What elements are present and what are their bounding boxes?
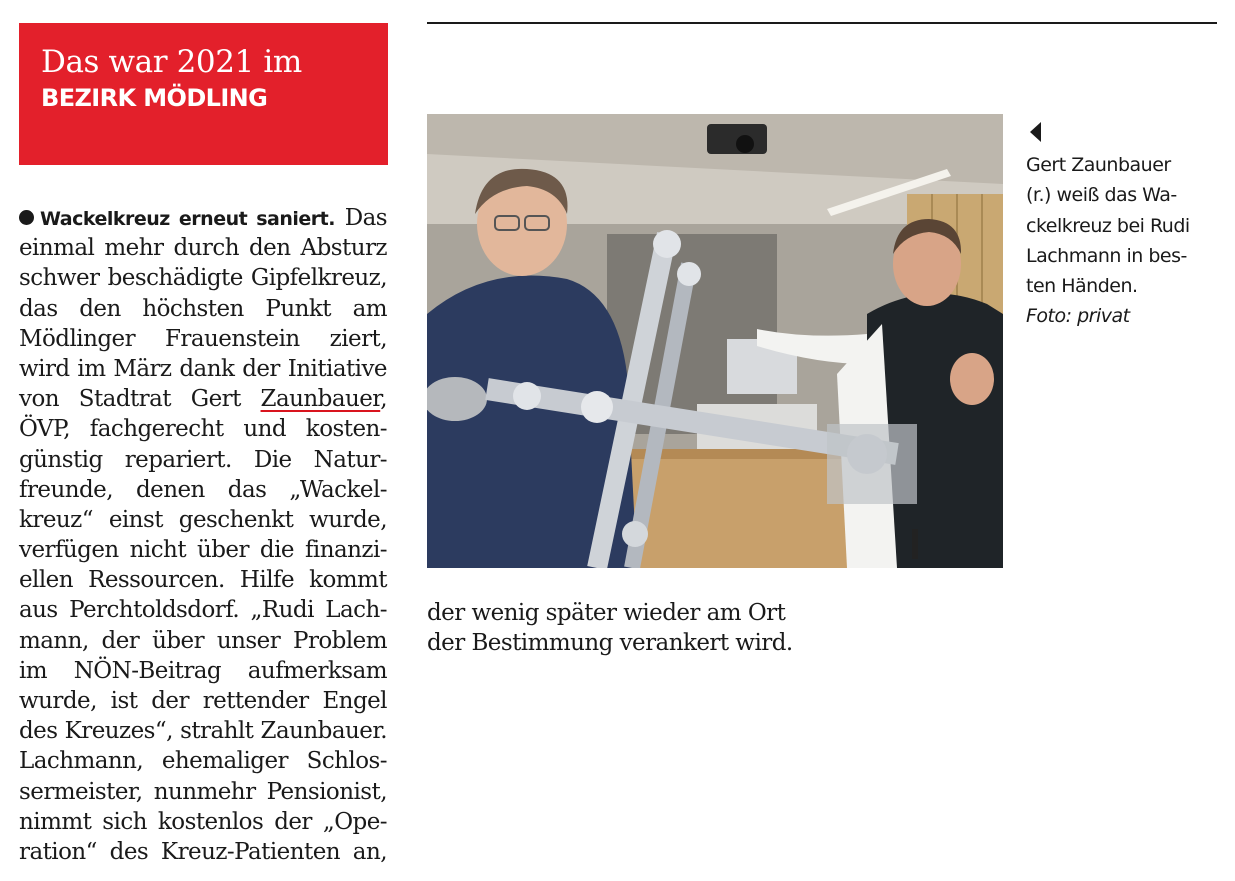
section-header bbox=[19, 23, 388, 165]
caption-line: ckelkreuz bei Rudi bbox=[1026, 214, 1190, 237]
article-body bbox=[19, 203, 387, 867]
header-year-line: Das war 2021 im bbox=[41, 44, 302, 80]
caret-left-icon bbox=[1030, 122, 1041, 142]
article-lead: Wackelkreuz erneut saniert. bbox=[40, 208, 335, 230]
article-line: aus Perchtoldsdorf. „Rudi Lach- bbox=[19, 597, 387, 624]
bullet-icon bbox=[19, 210, 34, 225]
article-line: kreuz“ einst geschenkt wurde, bbox=[19, 506, 387, 533]
article-line: ellen Ressourcen. Hilfe kommt bbox=[19, 567, 387, 594]
article-continuation bbox=[427, 598, 827, 658]
article-line: der wenig später wieder am Ort bbox=[427, 600, 786, 626]
article-text: , bbox=[380, 386, 387, 413]
article-line: einmal mehr durch den Absturz bbox=[19, 235, 387, 262]
article-line: verfügen nicht über die finanzi- bbox=[19, 537, 387, 564]
article-line: im NÖN-Beitrag aufmerksam bbox=[19, 657, 387, 684]
workshop-photo-illustration bbox=[427, 114, 1003, 568]
article-line: des Kreuzes“, strahlt Zaunbauer. bbox=[19, 718, 387, 745]
article-line bbox=[19, 203, 387, 233]
caption-line: ten Händen. bbox=[1026, 275, 1138, 298]
header-district-line: BEZIRK MÖDLING bbox=[41, 84, 268, 112]
caption-line: Gert Zaunbauer bbox=[1026, 154, 1171, 176]
article-line: nimmt sich kostenlos der „Ope- bbox=[19, 808, 387, 835]
photo-caption bbox=[1026, 118, 1226, 332]
photo-credit: Foto: privat bbox=[1026, 305, 1130, 328]
article-line: schwer beschädigte Gipfelkreuz, bbox=[19, 265, 387, 292]
article-line: mann, der über unser Problem bbox=[19, 627, 387, 654]
article-line: das den höchsten Punkt am bbox=[19, 295, 387, 322]
article-line: wird im März dank der Initiative bbox=[19, 355, 387, 382]
article-line: freunde, denen das „Wackel- bbox=[19, 476, 387, 503]
article-line: ÖVP, fachgerecht und kosten- bbox=[19, 416, 387, 443]
caption-line: (r.) weiß das Wa- bbox=[1026, 184, 1177, 207]
article-line: Lachmann, ehemaliger Schlos- bbox=[19, 748, 387, 775]
article-line: günstig repariert. Die Natur- bbox=[19, 446, 387, 473]
article-line bbox=[19, 384, 387, 414]
top-divider bbox=[427, 22, 1217, 24]
caption-line: Lachmann in bes- bbox=[1026, 244, 1187, 267]
article-line: der Bestimmung verankert wird. bbox=[427, 630, 793, 657]
article-line: ration“ des Kreuz-Patienten an, bbox=[19, 838, 387, 865]
article-line: wurde, ist der rettender Engel bbox=[19, 688, 387, 714]
highlighted-name: Zaunbauer bbox=[260, 386, 381, 413]
article-photo bbox=[427, 114, 1003, 568]
article-line: sermeister, nunmehr Pensionist, bbox=[19, 778, 387, 805]
article-text: Das bbox=[344, 205, 387, 231]
article-text: von Stadtrat Gert bbox=[19, 386, 241, 413]
article-line: Mödlinger Frauenstein ziert, bbox=[19, 325, 387, 352]
